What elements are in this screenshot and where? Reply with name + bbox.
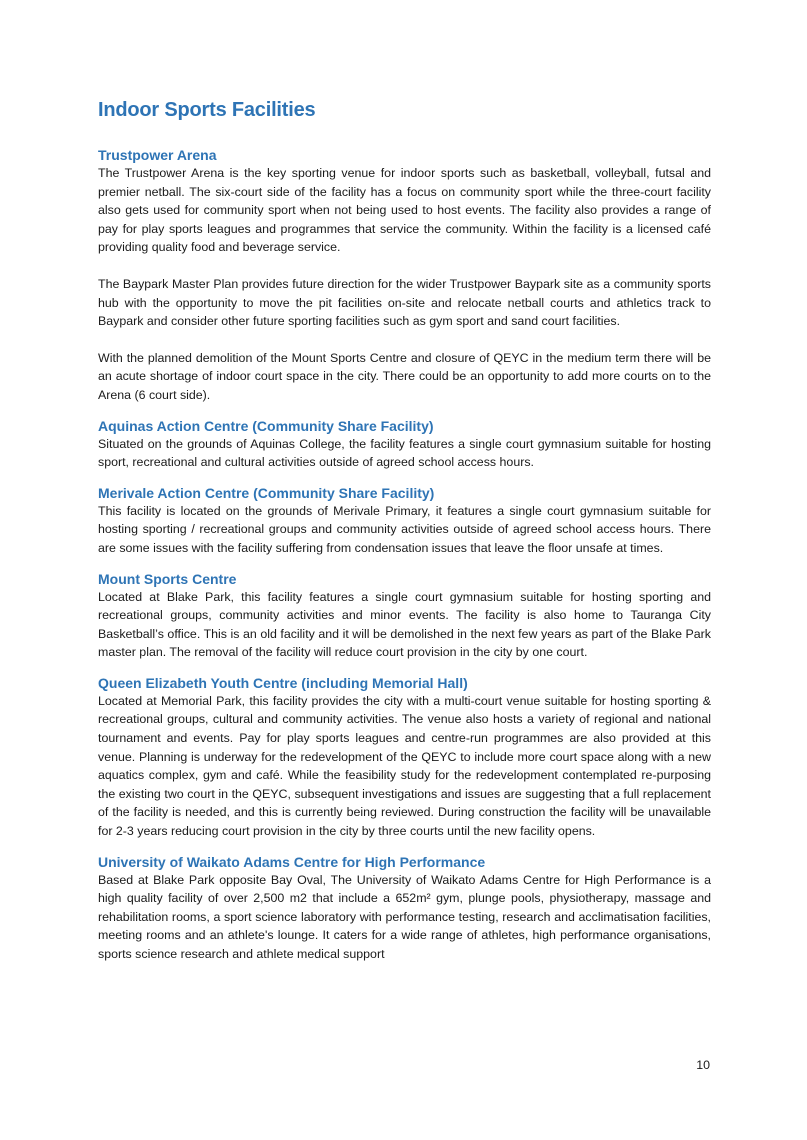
document-page bbox=[98, 96, 711, 976]
page-title: Indoor Sports Facilities bbox=[98, 99, 316, 121]
section-heading: Mount Sports Centre bbox=[98, 570, 237, 587]
section-mount-sports-centre bbox=[98, 570, 711, 662]
section-heading: University of Waikato Adams Centre for High Performance bbox=[98, 853, 486, 870]
paragraph-gap bbox=[98, 331, 711, 349]
section-heading: Queen Elizabeth Youth Centre (including Memorial Hall) bbox=[98, 674, 468, 691]
paragraph-gap bbox=[98, 257, 711, 275]
section-paragraph: Based at Blake Park opposite Bay Oval, The University of Waikato Adams Centre for High Performance is a high quality facility of over 2,500 m2 that include a 652m² gym, plunge pools, physiotherapy, massage and rehabilitation rooms, a sport science laboratory with performance testing, research and acclimatisation facilities, meeting rooms and an athlete's lounge. It caters for a wide range of athletes, high performance organisations, sports science research and athlete medical support bbox=[98, 872, 711, 961]
section-trustpower-arena bbox=[98, 146, 711, 405]
section-queen-elizabeth-youth-centre bbox=[98, 674, 711, 841]
section-paragraph: This facility is located on the grounds of Merivale Primary, it features a single court gymnasium suitable for hosting sporting / recreational groups and community activities outside of agreed school access hours. There are some issues with the facility suffering from condensation issues that leave the floor unsafe at times. bbox=[98, 503, 711, 555]
section-paragraph: With the planned demolition of the Mount Sports Centre and closure of QEYC in the medium term there will be an acute shortage of indoor court space in the city. There could be an opportunity to add more courts on to the Arena (6 court side). bbox=[98, 350, 711, 402]
section-heading: Aquinas Action Centre (Community Share Facility) bbox=[98, 417, 434, 434]
section-paragraph: Located at Memorial Park, this facility provides the city with a multi-court venue suitable for hosting sporting & recreational groups, cultural and community activities. The venue also hosts a variety of regional and national tournament and events. Pay for play sports leagues and centre-run programmes are also provided at this venue. Planning is underway for the redevelopment of the QEYC to include more court space along with a new aquatics complex, gym and café. While the feasibility study for the redevelopment contemplated re-purposing the existing two court in the QEYC, subsequent investigations and issues are suggesting that a full replacement of the facility is needed, and this is currently being reviewed. During construction the facility will be unavailable for 2-3 years reducing court provision in the city by three courts until the new facility opens. bbox=[98, 693, 711, 839]
section-adams-centre bbox=[98, 853, 711, 964]
section-paragraph: Located at Blake Park, this facility features a single court gymnasium suitable for hosting sporting and recreational groups, community activities and minor events. The facility is also home to Tauranga City Basketball’s office. This is an old facility and it will be demolished in the next few years as part of the Blake Park master plan. The removal of the facility will reduce court provision in the city by one court. bbox=[98, 589, 711, 660]
section-heading: Merivale Action Centre (Community Share Facility) bbox=[98, 484, 435, 501]
section-heading: Trustpower Arena bbox=[98, 147, 217, 163]
section-paragraph: Situated on the grounds of Aquinas College, the facility features a single court gymnasium suitable for hosting sport, recreational and cultural activities outside of agreed school access hours. bbox=[98, 436, 711, 470]
page-number: 10 bbox=[696, 1058, 710, 1072]
section-paragraph: The Trustpower Arena is the key sporting venue for indoor sports such as basketball, volleyball, futsal and premier netball. The six-court side of the facility has a focus on community sport while the three-court facility also gets used for community sport when not being used to host events. The facility also provides a range of pay for play sports leagues and programmes that service the community. Within the facility is a licensed café providing quality food and beverage service. bbox=[98, 166, 711, 255]
section-paragraph: The Baypark Master Plan provides future direction for the wider Trustpower Baypark site as a community sports hub with the opportunity to move the pit facilities on-site and relocate netball courts and athletics track to Baypark and consider other future sporting facilities such as gym sport and sand court facilities. bbox=[98, 276, 711, 329]
section-aquinas-action-centre bbox=[98, 417, 711, 472]
section-merivale-action-centre bbox=[98, 484, 711, 558]
